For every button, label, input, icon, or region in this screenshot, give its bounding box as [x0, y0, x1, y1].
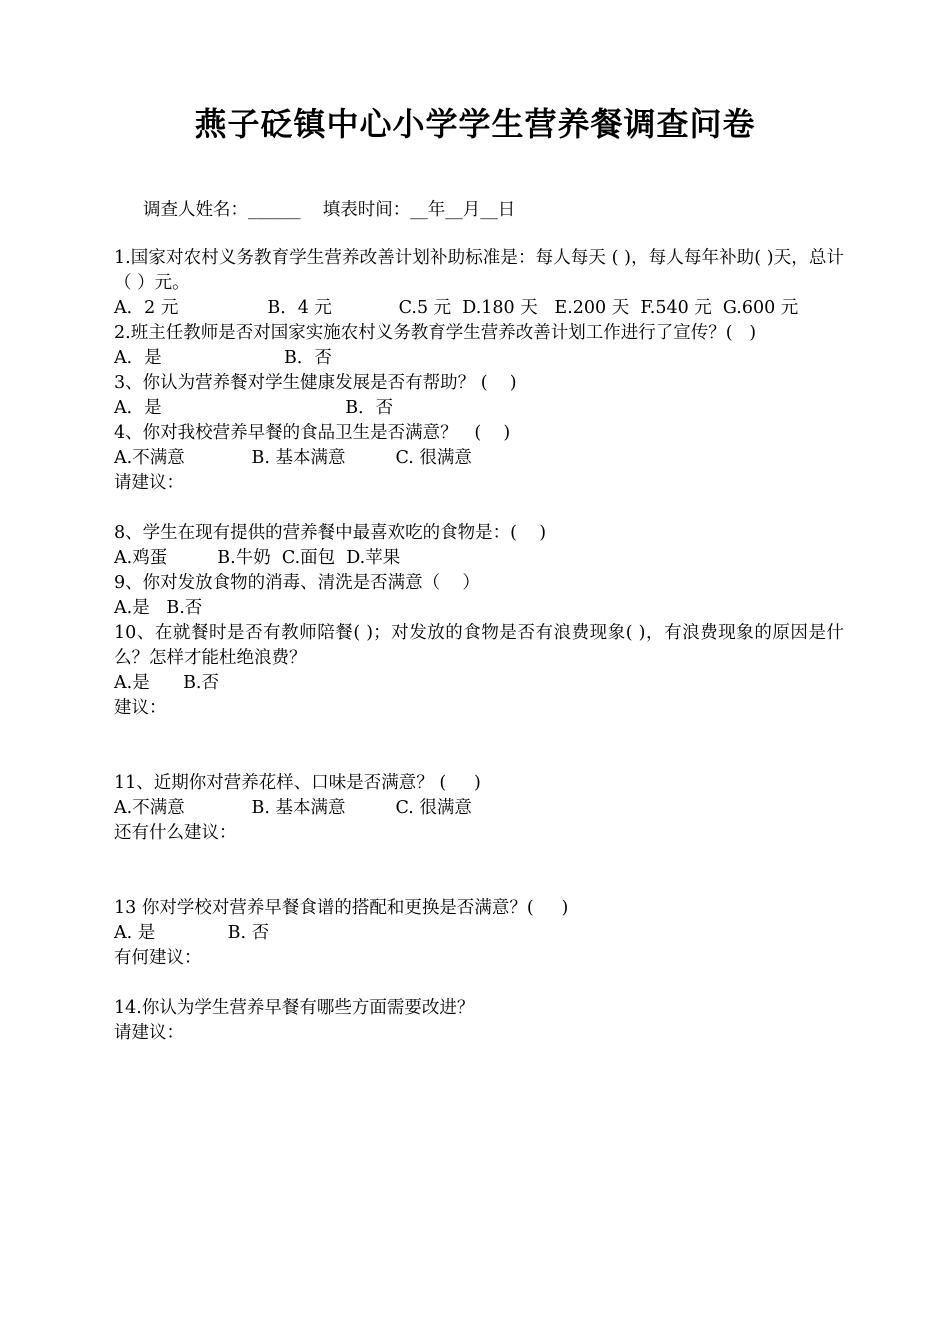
question-11-options: A.不满意 B. 基本满意 C. 很满意 [114, 798, 472, 818]
question-4: 4、你对我校营养早餐的食品卫生是否满意？ ( ) [114, 423, 511, 443]
question-13-options: A. 是 B. 否 [114, 923, 270, 943]
question-14: 14.你认为学生营养早餐有哪些方面需要改进？ [114, 998, 475, 1018]
question-11: 11、近期你对营养花样、口味是否满意？ ( ) [114, 773, 481, 793]
question-10-suggestion-label: 建议： [114, 698, 167, 718]
question-2-options: A．是 B．否 [114, 348, 332, 368]
answer-space [114, 721, 844, 771]
question-11-suggestion-label: 还有什么建议： [114, 823, 237, 843]
question-13: 13 你对学校对营养早餐食谱的搭配和更换是否满意？( ) [114, 898, 569, 918]
question-14-suggestion-label: 请建议： [114, 1023, 184, 1043]
question-4-suggestion-label: 请建议： [114, 473, 184, 493]
question-2: 2.班主任教师是否对国家实施农村义务教育学生营养改善计划工作进行了宣传？( ) [114, 323, 757, 343]
question-9-options: A.是 B.否 [114, 598, 203, 618]
respondent-info-line: 调查人姓名：______ 填表时间：__年__月__日 [143, 200, 516, 220]
question-9: 9、你对发放食物的消毒、清洗是否满意（ ） [114, 573, 480, 593]
question-3-options: A．是 B．否 [114, 398, 394, 418]
question-4-options: A.不满意 B. 基本满意 C. 很满意 [114, 448, 472, 468]
question-1-options: A．2 元 B．4 元 C.5 元 D.180 天 E.200 天 F.540 元 G.600 元 [114, 298, 799, 318]
question-1: 1.国家对农村义务教育学生营养改善计划补助标准是：每人每天 ( )，每人每年补助( )天，总计（ ）元。 [114, 248, 844, 293]
question-8-options: A.鸡蛋 B.牛奶 C.面包 D.苹果 [114, 548, 401, 568]
answer-space [114, 496, 844, 521]
answer-space [114, 846, 844, 896]
question-10: 10、在就餐时是否有教师陪餐( )；对发放的食物是否有浪费现象( )，有浪费现象的原因是什么？怎样才能杜绝浪费？ [114, 623, 844, 668]
questionnaire-body [114, 246, 844, 1046]
document-title: 燕子砭镇中心小学学生营养餐调查问卷 [194, 105, 756, 143]
question-8: 8、学生在现有提供的营养餐中最喜欢吃的食物是：( ) [114, 523, 547, 543]
answer-space [114, 971, 844, 996]
question-3: 3、你认为营养餐对学生健康发展是否有帮助？ ( ) [114, 373, 517, 393]
question-10-options: A.是 B.否 [114, 673, 219, 693]
question-13-suggestion-label: 有何建议： [114, 948, 202, 968]
